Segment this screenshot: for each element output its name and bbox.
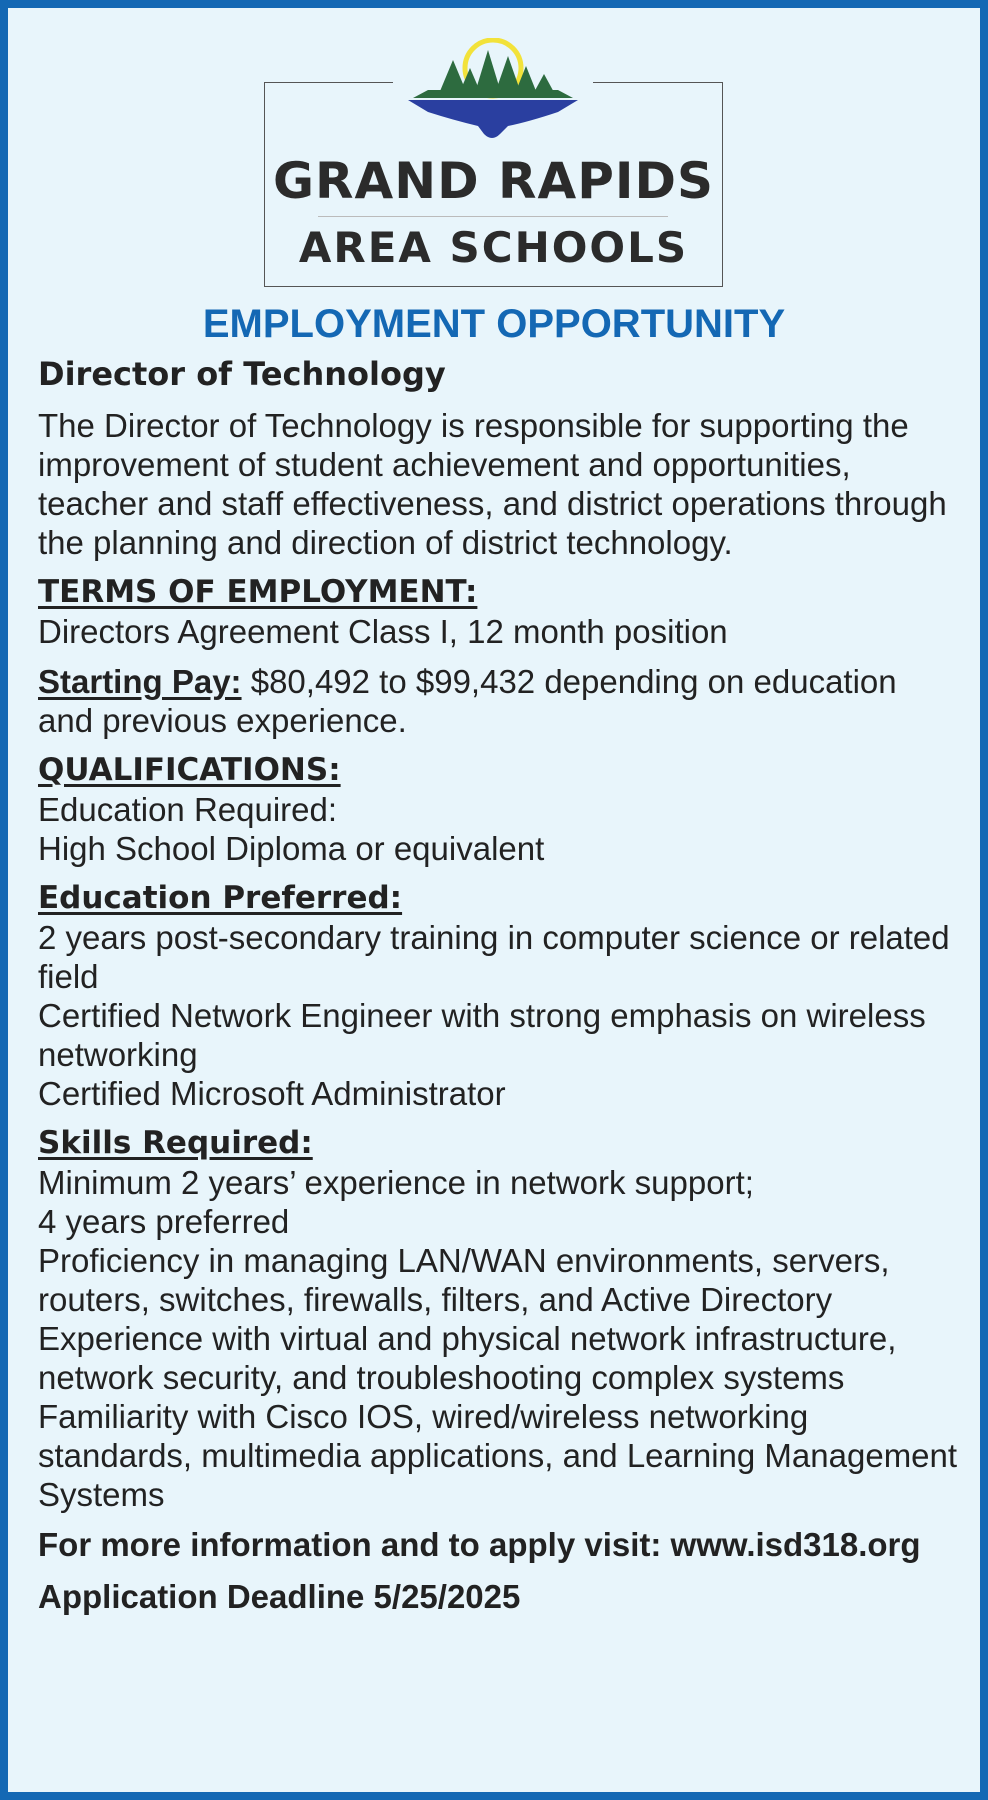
ad-body bbox=[38, 355, 958, 1629]
terms-heading: TERMS OF EMPLOYMENT: bbox=[38, 574, 478, 610]
application-deadline: Application Deadline 5/25/2025 bbox=[38, 1578, 521, 1615]
job-description: The Director of Technology is responsible for supporting the improvement of student achievement and opportunities, teacher and staff effectiveness, and district operations through the planning and direction of district technology. bbox=[38, 407, 947, 561]
headline: EMPLOYMENT OPPORTUNITY bbox=[202, 302, 786, 346]
terms-text: Directors Agreement Class I, 12 month position bbox=[38, 613, 728, 650]
education-preferred-section bbox=[38, 879, 958, 1113]
pay-label: Starting Pay: bbox=[38, 663, 242, 700]
skill-item: Proficiency in managing LAN/WAN environments, servers, routers, switches, firewalls, filters, and Active Directory bbox=[38, 1242, 890, 1318]
qualifications-section bbox=[38, 751, 958, 868]
skills-section bbox=[38, 1124, 958, 1514]
skill-item: Familiarity with Cisco IOS, wired/wireless networking standards, multimedia applications, and Learning Management Systems bbox=[38, 1398, 958, 1513]
pay-text: $80,492 to $99,432 depending on education and previous experience. bbox=[38, 663, 897, 739]
footer bbox=[38, 1525, 958, 1616]
skills-heading: Skills Required: bbox=[38, 1125, 313, 1161]
education-item: Certified Network Engineer with strong emphasis on wireless networking bbox=[38, 997, 926, 1073]
pay-section bbox=[38, 662, 958, 740]
terms-section bbox=[38, 573, 958, 651]
education-item: Certified Microsoft Administrator bbox=[38, 1075, 506, 1112]
qualification-item: Education Required: bbox=[38, 791, 338, 828]
qualification-item: High School Diploma or equivalent bbox=[38, 830, 545, 867]
logo-line-2: AREA SCHOOLS bbox=[298, 223, 689, 272]
skill-item: Minimum 2 years’ experience in network support; bbox=[38, 1164, 754, 1201]
job-title: Director of Technology bbox=[38, 355, 446, 393]
education-preferred-heading: Education Preferred: bbox=[38, 880, 403, 916]
education-item: 2 years post-secondary training in computer science or related field bbox=[38, 919, 950, 995]
skill-item: 4 years preferred bbox=[38, 1203, 290, 1240]
logo-divider bbox=[318, 216, 668, 217]
logo-trees-icon bbox=[408, 38, 578, 148]
skill-item: Experience with virtual and physical network infrastructure, network security, and troubleshooting complex systems bbox=[38, 1320, 897, 1396]
apply-info: For more information and to apply visit: www.isd318.org bbox=[38, 1526, 921, 1563]
logo-line-1: GRAND RAPIDS bbox=[273, 152, 714, 210]
qualifications-heading: QUALIFICATIONS: bbox=[38, 752, 341, 788]
